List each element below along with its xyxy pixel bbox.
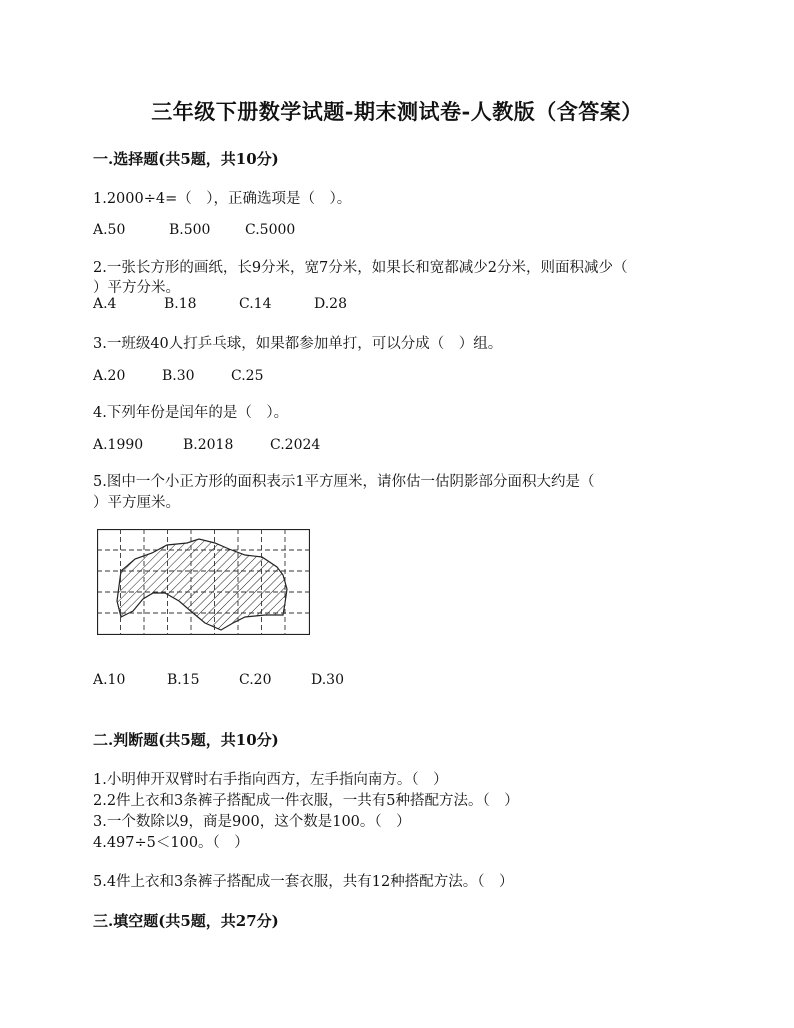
judge-item-3: 3.一个数除以9，商是900，这个数是100。（ ） — [93, 814, 411, 830]
q4-option-a: A.1990 — [93, 437, 144, 453]
q2-option-c: C.14 — [239, 296, 272, 312]
question-5-options — [93, 672, 344, 688]
judge-item-1: 1.小明伸开双臂时右手指向西方，左手指向南方。（ ） — [93, 772, 448, 788]
section-heading-fill: 三.填空题(共5题，共27分) — [93, 912, 279, 930]
q2-option-b: B.18 — [164, 296, 197, 312]
q3-option-a: A.20 — [93, 368, 126, 384]
question-4-options — [93, 437, 320, 453]
q2-option-a: A.4 — [93, 296, 117, 312]
shaded-area-grid-figure — [97, 529, 310, 635]
q5-option-c: C.20 — [239, 672, 272, 688]
q5-option-b: B.15 — [167, 672, 200, 688]
q5-option-a: A.10 — [93, 672, 126, 688]
judge-item-4: 4.497÷5＜100。（ ） — [93, 835, 249, 851]
q1-option-a: A.50 — [93, 222, 126, 238]
question-5-stem: 5.图中一个小正方形的面积表示1平方厘米，请你估一估阴影部分面积大约是（ — [93, 474, 595, 490]
q1-option-b: B.500 — [169, 222, 211, 238]
judge-item-5: 5.4件上衣和3条裤子搭配成一套衣服，共有12种搭配方法。（ ） — [93, 874, 514, 890]
judge-item-2: 2.2件上衣和3条裤子搭配成一件衣服，一共有5种搭配方法。（ ） — [93, 793, 519, 809]
question-3-stem: 3.一班级40人打乒乓球，如果都参加单打，可以分成（ ）组。 — [93, 336, 503, 352]
question-5-stem-cont: ）平方厘米。 — [93, 495, 180, 511]
q5-option-d: D.30 — [311, 672, 344, 688]
q3-option-b: B.30 — [162, 368, 195, 384]
section-heading-judge: 二.判断题(共5题，共10分) — [93, 731, 279, 749]
question-1-options — [93, 222, 295, 238]
question-3-options — [93, 368, 263, 384]
question-2-stem: 2.一张长方形的画纸，长9分米，宽7分米，如果长和宽都减少2分米，则面积减少（ — [93, 260, 628, 276]
question-4-stem: 4.下列年份是闰年的是（ ）。 — [93, 405, 289, 421]
question-2-stem-cont: ）平方分米。 — [93, 280, 180, 296]
q2-option-d: D.28 — [314, 296, 347, 312]
question-2-options — [93, 296, 347, 312]
page-title: 三年级下册数学试题-期末测试卷-人教版（含答案） — [151, 99, 643, 124]
q1-option-c: C.5000 — [245, 222, 296, 238]
q3-option-c: C.25 — [231, 368, 264, 384]
question-1-stem: 1.2000÷4=（ ），正确选项是（ ）。 — [93, 191, 352, 207]
q4-option-c: C.2024 — [270, 437, 321, 453]
q4-option-b: B.2018 — [183, 437, 234, 453]
section-heading-choice: 一.选择题(共5题，共10分) — [93, 150, 279, 168]
